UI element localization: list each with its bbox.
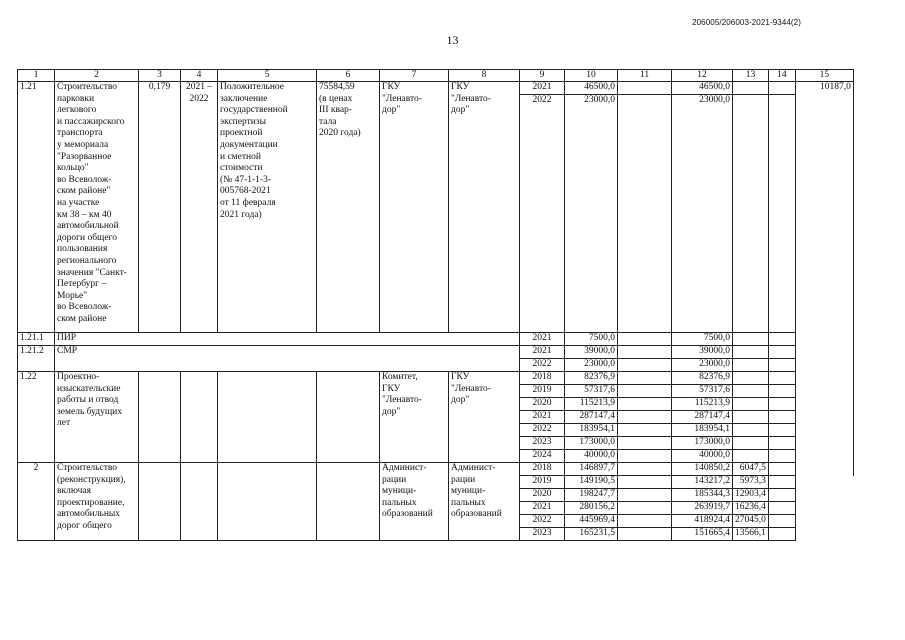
table-row <box>18 333 859 346</box>
row-number: 1.22 <box>18 372 55 463</box>
other-amount <box>768 82 795 95</box>
column-numbers-row <box>18 70 859 82</box>
column-number: 7 <box>380 70 449 82</box>
total-amount: 173000,0 <box>565 437 618 450</box>
period: 2021 – 2022 <box>181 82 218 333</box>
row-number: 1.21.1 <box>18 333 55 346</box>
total-amount: 7500,0 <box>565 333 618 346</box>
total-amount: 40000,0 <box>565 450 618 463</box>
local-amount <box>733 372 769 385</box>
total-amount: 287147,4 <box>565 411 618 424</box>
regional-amount: 82376,9 <box>672 372 733 385</box>
other-amount <box>768 528 795 541</box>
year: 2021 <box>520 502 565 515</box>
regional-amount: 173000,0 <box>672 437 733 450</box>
length-km <box>139 463 181 541</box>
local-amount <box>733 411 769 424</box>
estimated-cost: 75584,59 (в ценах III квар- тала 2020 года) <box>317 82 380 333</box>
local-amount <box>733 398 769 411</box>
estimated-cost <box>317 463 380 541</box>
other-amount <box>768 476 795 489</box>
period <box>181 372 218 463</box>
federal-amount <box>618 398 672 411</box>
column-number: 14 <box>768 70 795 82</box>
customer: ГКУ "Ленавто- дор" <box>380 82 449 333</box>
regional-amount: 183954,1 <box>672 424 733 437</box>
remaining-amount <box>795 515 853 528</box>
column-number: 2 <box>55 70 139 82</box>
local-amount <box>733 450 769 463</box>
other-amount <box>768 515 795 528</box>
table-row <box>18 82 859 95</box>
regional-amount: 57317,6 <box>672 385 733 398</box>
year: 2022 <box>520 515 565 528</box>
estimated-cost <box>317 372 380 463</box>
other-amount <box>768 437 795 450</box>
expertise <box>218 463 317 541</box>
row-number: 1.21.2 <box>18 346 55 372</box>
year: 2019 <box>520 385 565 398</box>
federal-amount <box>618 437 672 450</box>
local-amount: 27045,0 <box>733 515 769 528</box>
budget-table <box>17 69 859 541</box>
regional-amount: 39000,0 <box>672 346 733 359</box>
regional-amount: 143217,2 <box>672 476 733 489</box>
federal-amount <box>618 346 672 359</box>
year: 2022 <box>520 424 565 437</box>
expertise: Положительное заключение государственной экспертизы проектной документации и сметной стоимости (№ 47-1-1-3- 005768-2021 от 11 февраля 2021 года) <box>218 82 317 333</box>
total-amount: 46500,0 <box>565 82 618 95</box>
federal-amount <box>618 385 672 398</box>
column-number: 6 <box>317 70 380 82</box>
remaining-amount <box>795 489 853 502</box>
table-row <box>18 463 859 476</box>
expertise <box>218 372 317 463</box>
contractor: ГКУ "Ленавто- дор" <box>449 82 520 333</box>
column-number: 10 <box>565 70 618 82</box>
row-number: 1.21 <box>18 82 55 333</box>
remaining-amount <box>795 528 853 541</box>
federal-amount <box>618 450 672 463</box>
federal-amount <box>618 528 672 541</box>
federal-amount <box>618 372 672 385</box>
remaining-amount <box>853 463 858 476</box>
remaining-amount <box>795 502 853 515</box>
table-row <box>18 372 859 385</box>
length-km <box>139 372 181 463</box>
year: 2020 <box>520 489 565 502</box>
other-amount <box>768 489 795 502</box>
length-km: 0,179 <box>139 82 181 333</box>
year: 2021 <box>520 411 565 424</box>
total-amount: 23000,0 <box>565 359 618 372</box>
local-amount <box>733 437 769 450</box>
federal-amount <box>618 359 672 372</box>
local-amount <box>733 333 769 346</box>
local-amount: 13566,1 <box>733 528 769 541</box>
year: 2023 <box>520 437 565 450</box>
regional-amount: 418924,4 <box>672 515 733 528</box>
item-name: ПИР <box>55 333 520 346</box>
other-amount <box>768 463 795 476</box>
total-amount: 146897,7 <box>565 463 618 476</box>
regional-amount: 115213,9 <box>672 398 733 411</box>
column-number: 11 <box>618 70 672 82</box>
item-name: Строительство парковки легкового и пассажирского транспорта у мемориала "Разорванное кольцо" во Всеволож- ском районе" на участке км 38 – км 40 автомобильной дороги общего пользования регионального значения "Санкт- Петербург – Морье" во Всеволож- ском районе <box>55 82 139 333</box>
column-number: 4 <box>181 70 218 82</box>
regional-amount: 287147,4 <box>672 411 733 424</box>
other-amount <box>768 333 795 346</box>
regional-amount: 23000,0 <box>672 359 733 372</box>
year: 2020 <box>520 398 565 411</box>
regional-amount: 46500,0 <box>672 82 733 95</box>
total-amount: 149190,5 <box>565 476 618 489</box>
other-amount <box>768 346 795 359</box>
customer: Админист- рации муници- пальных образований <box>380 463 449 541</box>
document-id: 206005/206003-2021-9344(2) <box>692 18 801 27</box>
item-name: Проектно- изыскательские работы и отвод земель будущих лет <box>55 372 139 463</box>
federal-amount <box>618 411 672 424</box>
other-amount <box>768 450 795 463</box>
column-number: 3 <box>139 70 181 82</box>
column-number: 15 <box>795 70 853 82</box>
other-amount <box>768 359 795 372</box>
other-amount <box>768 398 795 411</box>
total-amount: 280156,2 <box>565 502 618 515</box>
year: 2018 <box>520 372 565 385</box>
year: 2024 <box>520 450 565 463</box>
local-amount <box>733 424 769 437</box>
federal-amount <box>618 489 672 502</box>
total-amount: 183954,1 <box>565 424 618 437</box>
year: 2021 <box>520 82 565 95</box>
contractor: Админист- рации муници- пальных образований <box>449 463 520 541</box>
item-name: Строительство (реконструкция), включая проектирование, автомобильных дорог общего <box>55 463 139 541</box>
federal-amount <box>618 476 672 489</box>
federal-amount <box>618 502 672 515</box>
remaining-amount <box>795 476 853 489</box>
federal-amount <box>618 463 672 476</box>
regional-amount: 7500,0 <box>672 333 733 346</box>
column-number: 9 <box>520 70 565 82</box>
total-amount: 445969,4 <box>565 515 618 528</box>
total-amount: 39000,0 <box>565 346 618 359</box>
other-amount <box>768 424 795 437</box>
total-amount: 198247,7 <box>565 489 618 502</box>
regional-amount: 263919,7 <box>672 502 733 515</box>
federal-amount <box>618 82 672 95</box>
customer: Комитет, ГКУ "Ленавто- дор" <box>380 372 449 463</box>
item-name: СМР <box>55 346 520 372</box>
total-amount: 82376,9 <box>565 372 618 385</box>
year: 2021 <box>520 346 565 359</box>
other-amount <box>768 372 795 385</box>
page-number: 13 <box>446 33 459 47</box>
local-amount: 16236,4 <box>733 502 769 515</box>
column-number: 12 <box>672 70 733 82</box>
federal-amount <box>618 333 672 346</box>
year-spacer <box>520 107 565 333</box>
other-amount <box>768 95 795 333</box>
local-amount <box>733 82 769 95</box>
other-amount <box>768 411 795 424</box>
remaining-amount: 10187,0 <box>795 82 853 476</box>
local-amount <box>733 385 769 398</box>
year: 2022 <box>520 359 565 372</box>
total-amount: 23000,0 <box>565 95 618 108</box>
column-number: 5 <box>218 70 317 82</box>
regional-amount: 40000,0 <box>672 450 733 463</box>
period <box>181 463 218 541</box>
regional-amount: 23000,0 <box>672 95 733 108</box>
total-amount: 115213,9 <box>565 398 618 411</box>
year: 2018 <box>520 463 565 476</box>
federal-amount <box>618 424 672 437</box>
regional-amount: 140850,2 <box>672 463 733 476</box>
local-amount: 12903,4 <box>733 489 769 502</box>
regional-spacer <box>672 107 733 333</box>
regional-amount: 185344,3 <box>672 489 733 502</box>
column-number: 8 <box>449 70 520 82</box>
year: 2019 <box>520 476 565 489</box>
local-amount: 6047,5 <box>733 463 769 476</box>
year: 2021 <box>520 333 565 346</box>
local-amount <box>733 95 769 333</box>
other-amount <box>768 502 795 515</box>
year: 2023 <box>520 528 565 541</box>
federal-amount <box>618 95 672 333</box>
federal-amount <box>618 515 672 528</box>
total-spacer <box>565 107 618 333</box>
total-amount: 165231,5 <box>565 528 618 541</box>
total-amount: 57317,6 <box>565 385 618 398</box>
table-row <box>18 346 859 359</box>
regional-amount: 151665,4 <box>672 528 733 541</box>
column-number: 13 <box>733 70 769 82</box>
local-amount: 5973,3 <box>733 476 769 489</box>
other-amount <box>768 385 795 398</box>
column-number: 1 <box>18 70 55 82</box>
local-amount <box>733 359 769 372</box>
year: 2022 <box>520 95 565 108</box>
contractor: ГКУ "Ленавто- дор" <box>449 372 520 463</box>
local-amount <box>733 346 769 359</box>
row-number: 2 <box>18 463 55 541</box>
